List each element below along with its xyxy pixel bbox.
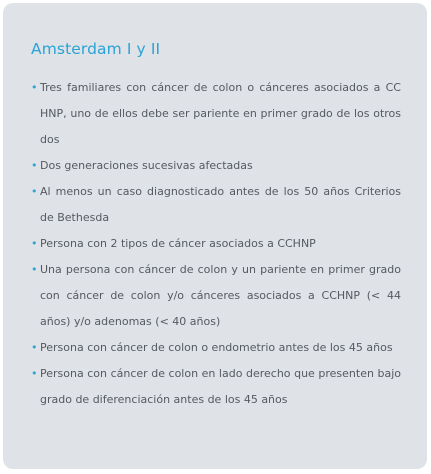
bullet-icon: • bbox=[31, 237, 38, 250]
bullet-icon: • bbox=[31, 81, 38, 94]
bullet-icon: • bbox=[31, 263, 38, 276]
criteria-list bbox=[31, 75, 401, 413]
list-item-text: Dos generaciones sucesivas afectadas bbox=[40, 159, 253, 172]
criteria-box bbox=[3, 3, 427, 469]
list-item-text: Persona con cáncer de colon o endometrio antes de los 45 años bbox=[40, 341, 393, 354]
list-item bbox=[31, 257, 401, 335]
list-item bbox=[31, 361, 401, 413]
bullet-icon: • bbox=[31, 185, 38, 198]
list-item bbox=[31, 75, 401, 153]
list-item-text: Tres familiares con cáncer de colon o cánceres asociados a CC HNP, uno de ellos debe ser pariente en primer grado de los otros dos bbox=[40, 81, 401, 146]
box-title: Amsterdam I y II bbox=[31, 40, 161, 58]
list-item bbox=[31, 231, 401, 257]
bullet-icon: • bbox=[31, 367, 38, 380]
bullet-icon: • bbox=[31, 159, 38, 172]
list-item bbox=[31, 153, 401, 179]
list-item-text: Persona con 2 tipos de cáncer asociados a CCHNP bbox=[40, 237, 316, 250]
bullet-icon: • bbox=[31, 341, 38, 354]
list-item-text: Una persona con cáncer de colon y un pariente en primer grado con cáncer de colon y/o cánceres asociados a CCHNP (< 44 años) y/o adenomas (< 40 años) bbox=[40, 263, 401, 328]
list-item bbox=[31, 179, 401, 231]
list-item-text: Al menos un caso diagnosticado antes de los 50 años Criterios de Bethesda bbox=[40, 185, 401, 224]
list-item bbox=[31, 335, 401, 361]
list-item-text: Persona con cáncer de colon en lado derecho que presenten bajo grado de diferenciación antes de los 45 años bbox=[40, 367, 401, 406]
